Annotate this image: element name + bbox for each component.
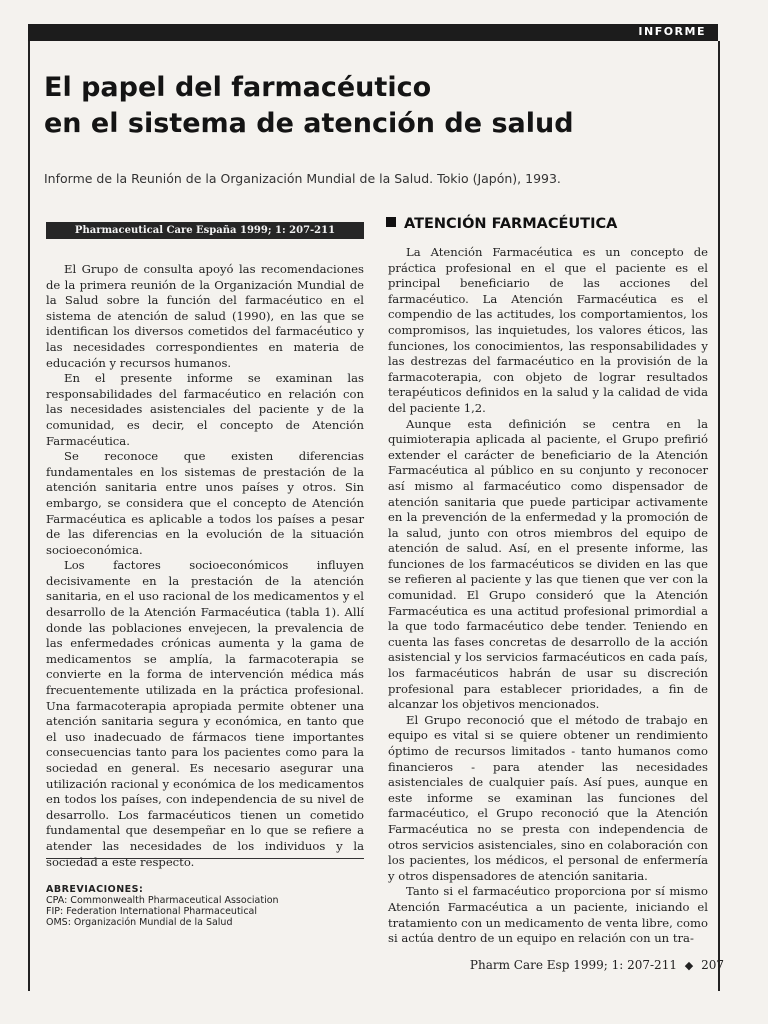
paragraph: Los factores socioeconómicos influyen decisivamente en la prestación de la atención sanitaria, en el uso racional de los medicamentos y el desarrollo de la Atención Farmacéutica (tabla 1). Allí donde las poblaciones envejecen, la prevalencia de las enfermedades crónicas aumenta y la gama de medicamentos se amplía, la farmacoterapia se convierte en la forma de intervención médica más frecuentemente utilizada en la práctica profesional. Una farmacoterapia apropiada permite obtener una atención sanitaria segura y económica, en tanto que el uso inadecuado de fármacos tiene importantes consecuencias tanto para los pacientes como para la sociedad en general. Es necesario asegurar una utilización racional y económica de los medicamentos en todos los países, con independencia de su nivel de desarrollo. Los farmacéuticos tienen un cometido fundamental que desempeñar en lo que se refiere a atender las necesidades de los individuos y la sociedad a este respecto.	[46, 558, 364, 869]
journal-reference: Pharmaceutical Care España 1999; 1: 207-211	[46, 222, 364, 239]
abbreviation-item: OMS: Organización Mundial de la Salud	[46, 917, 233, 928]
article-subtitle: Informe de la Reunión de la Organización Mundial de la Salud. Tokio (Japón), 1993.	[44, 171, 561, 186]
section-label: INFORME	[638, 25, 706, 38]
section-header-bar	[28, 24, 718, 41]
abbreviation-item: FIP: Federation International Pharmaceutical	[46, 906, 257, 917]
paragraph: Tanto si el farmacéutico proporciona por sí mismo Atención Farmacéutica a un paciente, iniciando el tratamiento con un medicamento de venta libre, como si actúa dentro de un equipo en relación con un tra-	[388, 884, 708, 946]
abbreviations-heading: ABREVIACIONES:	[46, 884, 144, 895]
page-footer	[470, 958, 724, 972]
footnote-divider	[46, 858, 364, 859]
section-heading-text: ATENCIÓN FARMACÉUTICA	[404, 216, 618, 232]
section-heading	[386, 216, 617, 232]
paragraph: El Grupo de consulta apoyó las recomendaciones de la primera reunión de la Organización Mundial de la Salud sobre la función del farmacéutico en el sistema de atención de salud (1990), en las que se identifican los diversos cometidos del farmacéutico y las necesidades correspondientes en materia de educación y recursos humanos.	[46, 262, 364, 370]
diamond-icon: ◆	[684, 959, 694, 972]
title-line-2: en el sistema de atención de salud	[44, 108, 574, 139]
title-line-1: El papel del farmacéutico	[44, 72, 432, 103]
right-column	[388, 245, 708, 947]
abbreviation-item: CPA: Commonwealth Pharmaceutical Association	[46, 895, 279, 906]
left-column	[46, 262, 364, 870]
page-number: 207	[701, 958, 724, 972]
footer-citation: Pharm Care Esp 1999; 1: 207-211	[469, 958, 677, 972]
paragraph: El Grupo reconoció que el método de trabajo en equipo es vital si se quiere obtener un rendimiento óptimo de recursos limitados - tanto humanos como financieros - para atender las necesidades asistenciales de cualquier país. Así pues, aunque en este informe se examinan las funciones del farmacéutico, el Grupo reconoció que la Atención Farmacéutica no se presta con independencia de otros servicios asistenciales, sino en colaboración con los pacientes, los médicos, el personal de enfermería y otros dispensadores de atención sanitaria.	[388, 712, 708, 883]
paragraph: Aunque esta definición se centra en la quimioterapia aplicada al paciente, el Grupo prefirió extender el carácter de beneficiario de la Atención Farmacéutica al público en su conjunto y reconocer así mismo al farmacéutico como dispensador de atención sanitaria que puede participar activamente en la prevención de la enfermedad y la promoción de la salud, junto con otros miembros del equipo de atención de salud. Así, en el presente informe, las funciones de los farmacéuticos se dividen en las que se refieren al paciente y las que tienen que ver con la comunidad. El Grupo consideró que la Atención Farmacéutica es una actitud profesional primordial a la que todo farmacéutico debe tender. Teniendo en cuenta las fases concretas de desarrollo de la acción asistencial y los servicios farmacéuticos en cada país, los farmacéuticos habrán de usar su discreción profesional para establecer prioridades, a fin de alcanzar los objetivos mencionados.	[388, 416, 708, 712]
paragraph: La Atención Farmacéutica es un concepto de práctica profesional en el que el paciente es el principal beneficiario de las acciones del farmacéutico. La Atención Farmacéutica es el compendio de las actitudes, los comportamientos, los compromisos, las inquietudes, los valores éticos, las funciones, los conocimientos, las responsabilidades y las destrezas del farmacéutico en la provisión de la farmacoterapia, con objeto de lograr resultados terapéuticos definidos en la salud y la calidad de vida del paciente 1,2.	[388, 245, 708, 415]
paragraph: Se reconoce que existen diferencias fundamentales en los sistemas de prestación de la atención sanitaria entre unos países y otros. Sin embargo, se considera que el concepto de Atención Farmacéutica es aplicable a todos los países a pesar de las diferencias en la evolución de la situación socioeconómica.	[46, 449, 364, 557]
article-title	[44, 70, 724, 142]
abbreviations-block	[46, 884, 364, 928]
square-bullet-icon	[386, 217, 396, 227]
paragraph: En el presente informe se examinan las responsabilidades del farmacéutico en relación con las necesidades asistenciales del paciente y de la comunidad, es decir, el concepto de Atención Farmacéutica.	[46, 371, 364, 448]
